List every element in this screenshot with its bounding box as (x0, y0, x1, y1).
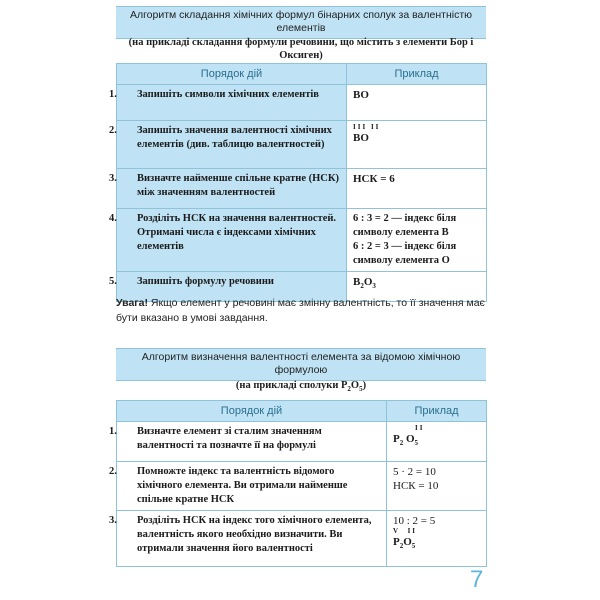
table-row (117, 511, 487, 567)
section1-subtitle: (на прикладі складання формули речовини, що містить з елементи Бор і Оксиген) (128, 37, 474, 61)
example-cell (387, 462, 487, 511)
table-row (117, 169, 487, 209)
example-cell (347, 121, 487, 169)
lcm-value: НСК = 6 (353, 173, 395, 185)
step-cell: 4. Розділіть НСК на значення валентностей. Отримані числа є індексами хімічних елементів (117, 209, 347, 272)
section1-title-banner (116, 6, 486, 39)
lcm-result: НСК = 10 (393, 480, 439, 492)
multiply-result: 5 · 2 = 10 (393, 466, 436, 478)
section2-title-banner (116, 348, 486, 381)
step-cell: 2. Помножте індекс та валентність відомого хімічного елемента. Ви отримали найменше спільне кратне НСК (117, 462, 387, 511)
example-cell (347, 169, 487, 209)
index-b-text: 6 : 3 = 2 — індекс біля символу елемента B (353, 213, 457, 238)
table-row (117, 121, 487, 169)
note-text: Якщо елемент у речовині має змінну валентність, то її значення має бути вказано в умові завдання. (116, 297, 485, 324)
example-cell (347, 85, 487, 121)
page-number: 7 (470, 566, 484, 593)
col-example-header: Приклад (387, 401, 487, 422)
col-steps-header: Порядок дій (117, 401, 387, 422)
valence-formula-table (109, 63, 487, 302)
note-label: Увага! (116, 297, 148, 309)
example-cell (347, 209, 487, 272)
table-row (117, 85, 487, 121)
table-row (117, 209, 487, 272)
formula-b2o3: $B_2O_3$ (353, 276, 376, 291)
step-cell: 3. Визначте найменше спільне кратне (НСК) між значенням валентностей (117, 169, 347, 209)
col-example-header: Приклад (347, 64, 487, 85)
index-o-text: 6 : 2 = 3 — індекс біля символу елемента O (353, 241, 457, 266)
section1-title: Алгоритм складання хімічних формул бінарних сполук за валентністю елементів (129, 9, 473, 34)
section2-subtitle: (на прикладі сполуки $P_2O_5$) (235, 380, 367, 394)
step-cell: 3. Розділіть НСК на індекс того хімічного елемента, валентність якого необхідно визначити. Ви отримали значення його валентності (117, 511, 387, 567)
warning-note (116, 296, 488, 326)
divide-result: 10 : 2 = 5 (393, 515, 436, 527)
formula-p2o5-result: V II $P_2O_5$ (393, 527, 418, 551)
formula-p2o5-valence: II $P_2$ $O_5$ (393, 424, 425, 448)
formula-bo-valence: III II BO (353, 123, 381, 144)
formula-bo: BO (353, 89, 369, 101)
example-cell (387, 511, 487, 567)
table-header-row (117, 64, 487, 85)
table-row (117, 462, 487, 511)
step-cell: 2. Запишіть значення валентності хімічних елементів (див. таблицю валентностей) (117, 121, 347, 169)
valence-determination-table (109, 400, 487, 567)
table-row (117, 422, 487, 462)
section2-title: Алгоритм визначення валентності елемента за відомою хімічною формулою (141, 351, 461, 376)
table-header-row (117, 401, 487, 422)
step-cell: 5. Запишіть формулу речовини (117, 272, 347, 302)
example-cell (387, 422, 487, 462)
col-steps-header: Порядок дій (117, 64, 347, 85)
step-cell: 1. Запишіть символи хімічних елементів (117, 85, 347, 121)
step-cell: 1. Визначте елемент зі сталим значенням валентності та позначте її на формулі (117, 422, 387, 462)
